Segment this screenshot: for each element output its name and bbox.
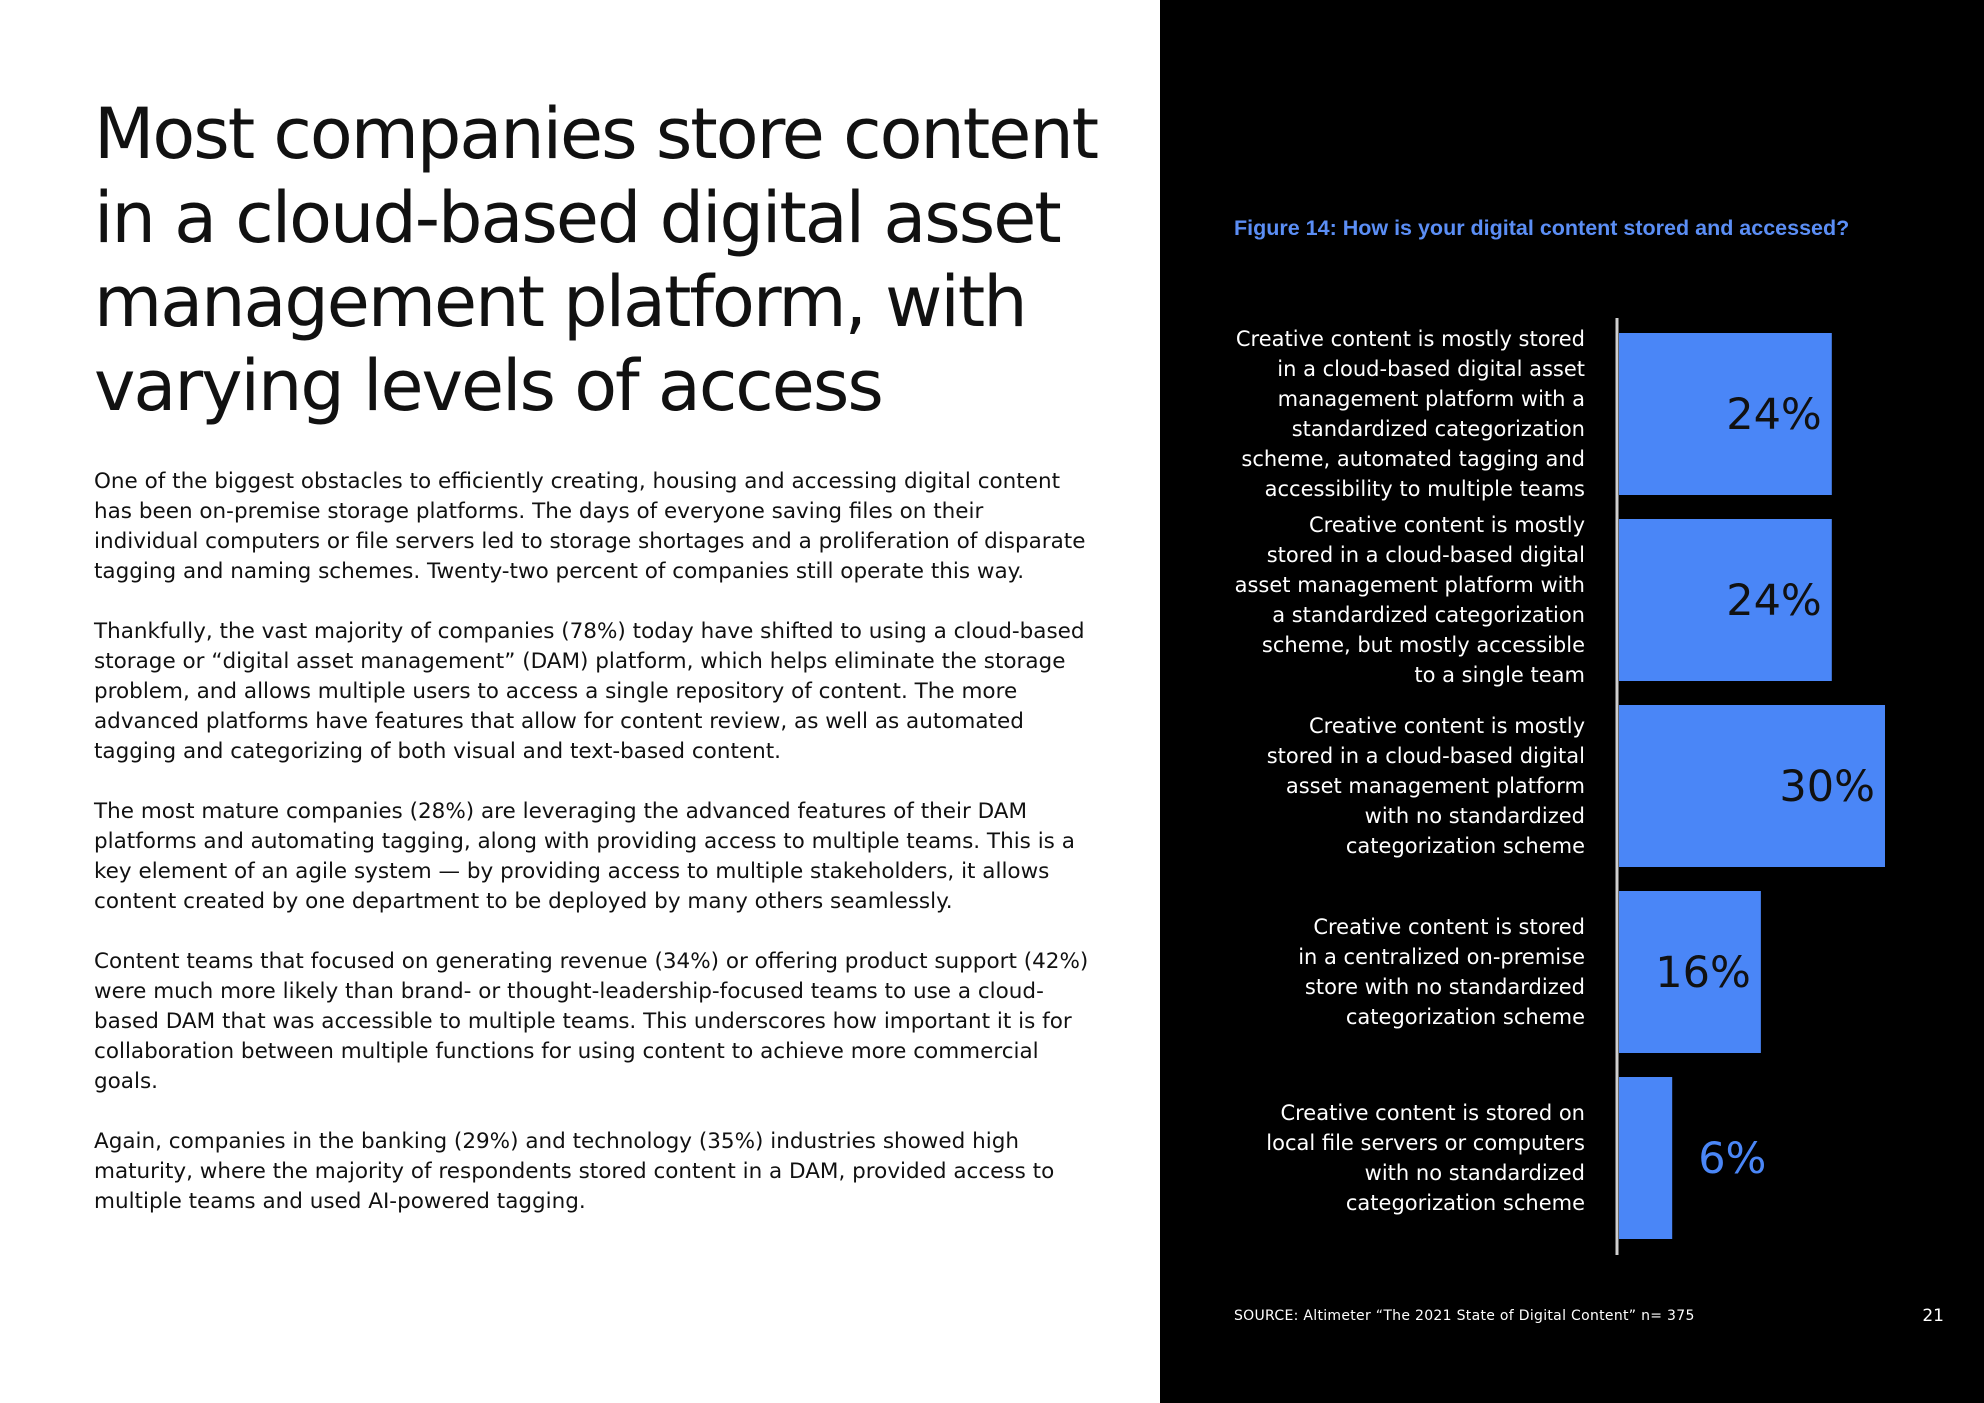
bar xyxy=(1619,1077,1672,1239)
category-label: Creative content is mostly stored in a cloud-based digital asset management platform with a standardized categorization scheme, but mostly accessible to a single team xyxy=(1234,513,1585,687)
page-title xyxy=(94,92,1114,428)
value-label: 6% xyxy=(1698,1134,1767,1184)
category-label: Creative content is stored on local file servers or computers with no standardized categorization scheme xyxy=(1266,1101,1585,1215)
article-body xyxy=(94,467,1094,1247)
chart-title: Figure 14: How is your digital content stored and accessed? xyxy=(1234,216,1850,240)
paragraph: Content teams that focused on generating revenue (34%) or offering product support (42%) were much more likely than brand- or thought-leadership-focused teams to use a cloud-based DAM that was accessible to multiple teams. This underscores how important it is for collaboration between multiple functions for using content to achieve more commercial goals. xyxy=(94,949,1089,1094)
source-note: SOURCE: Altimeter “The 2021 State of Digital Content” n= 375 xyxy=(1234,1308,1695,1324)
paragraph: Again, companies in the banking (29%) and technology (35%) industries showed high maturity, where the majority of respondents stored content in a DAM, provided access to multiple teams and used AI-powered tagging. xyxy=(94,1129,1055,1214)
title-line: in a cloud-based digital asset xyxy=(94,177,1060,259)
title-line: varying levels of access xyxy=(94,345,882,427)
paragraph: Thankfully, the vast majority of companies (78%) today have shifted to using a cloud-based storage or “digital asset management” (DAM) platform, which helps eliminate the storage problem, and allows multiple users to access a single repository of content. The more advanced platforms have features that allow for content review, as well as automated tagging and categorizing of both visual and text-based content. xyxy=(94,619,1085,764)
value-label: 16% xyxy=(1655,948,1751,998)
value-label: 24% xyxy=(1726,390,1822,440)
figure-panel xyxy=(1160,0,1984,1403)
category-label: Creative content is mostly stored in a cloud-based digital asset management platform with a standardized categorization scheme, automated tagging and accessibility to multiple teams xyxy=(1235,327,1585,501)
page-number: 21 xyxy=(1922,1306,1944,1326)
title-line: management platform, with xyxy=(94,261,1026,343)
value-label: 24% xyxy=(1726,576,1822,626)
paragraph: One of the biggest obstacles to efficiently creating, housing and accessing digital content has been on-premise storage platforms. The days of everyone saving files on their individual computers or file servers led to storage shortages and a proliferation of disparate tagging and naming schemes. Twenty-two percent of companies still operate this way. xyxy=(94,469,1086,584)
title-line: Most companies store content xyxy=(94,93,1098,175)
paragraph: The most mature companies (28%) are leveraging the advanced features of their DAM platforms and automating tagging, along with providing access to multiple teams. This is a key element of an agile system — by providing access to multiple stakeholders, it allows content created by one department to be deployed by many others seamlessly. xyxy=(94,799,1075,914)
value-label: 30% xyxy=(1779,762,1875,812)
category-label: Creative content is stored in a centralized on-premise store with no standardized categorization scheme xyxy=(1298,915,1585,1029)
category-label: Creative content is mostly stored in a cloud-based digital asset management platform with no standardized categorization scheme xyxy=(1266,714,1585,858)
bar-chart xyxy=(1160,0,1984,1403)
